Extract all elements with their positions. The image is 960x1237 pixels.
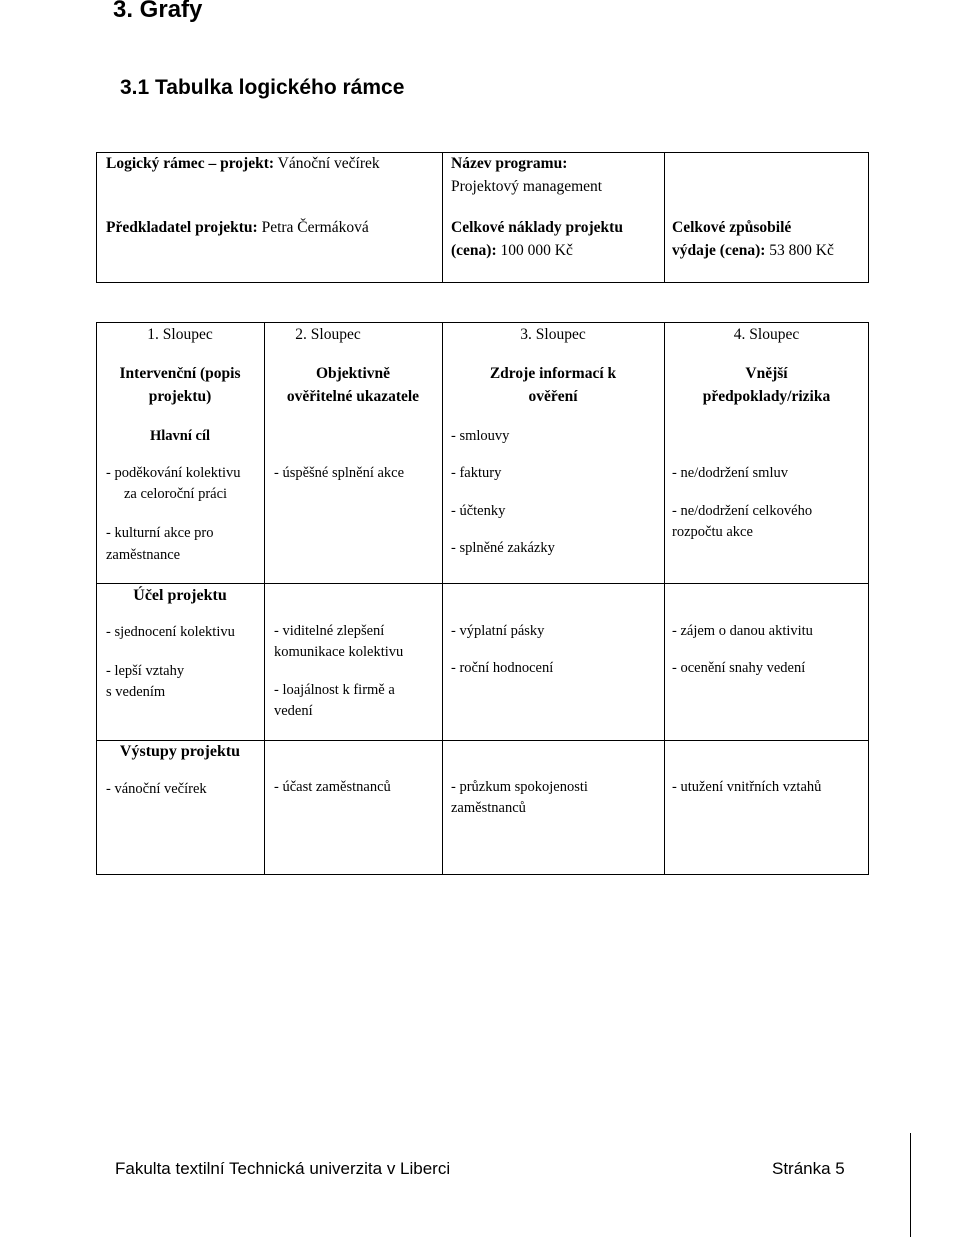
purpose-heading: Účel projektu xyxy=(133,587,227,604)
project-field xyxy=(106,153,380,175)
column-3-title: Zdroje informací k xyxy=(489,365,617,382)
footer-page-number: Stránka 5 xyxy=(772,1159,845,1178)
eligible-label-2: výdaje (cena): xyxy=(672,242,766,259)
section-heading: 3.1 Tabulka logického rámce xyxy=(120,76,405,99)
info-divider-2 xyxy=(664,152,665,283)
info-divider-1 xyxy=(442,152,443,283)
eligible-label: Celkové způsobilé xyxy=(672,219,792,236)
goal-c3-line3: - splněné zakázky xyxy=(451,540,555,556)
page-footer xyxy=(0,1133,960,1237)
goal-c4-line2: - ne/dodržení celkového xyxy=(672,503,813,519)
purpose-c2-line2: komunikace kolektivu xyxy=(274,644,404,660)
submitter-field xyxy=(106,217,369,239)
outputs-c1-line1: - vánoční večírek xyxy=(106,781,207,797)
submitter-value: Petra Čermáková xyxy=(261,219,369,236)
goal-c1-line4: zaměstnance xyxy=(106,547,181,563)
column-2-number: 2. Sloupec xyxy=(295,326,361,343)
program-label: Název programu: xyxy=(451,155,568,172)
outputs-c4-line1: - utužení vnitřních vztahů xyxy=(672,779,822,795)
purpose-c2-line3: - loajálnost k firmě a xyxy=(274,682,395,698)
purpose-c1-line3: s vedením xyxy=(106,684,166,700)
cost-field xyxy=(451,240,573,262)
purpose-c1-line2: - lepší vztahy xyxy=(106,663,185,679)
project-value: Vánoční večírek xyxy=(277,155,380,172)
purpose-c1-line1: - sjednocení kolektivu xyxy=(106,624,235,640)
purpose-c2-line4: vedení xyxy=(274,703,313,719)
column-4-title: Vnější xyxy=(745,365,788,382)
outputs-c3-line2: zaměstnanců xyxy=(451,800,526,816)
column-4-title-2: předpoklady/rizika xyxy=(702,388,831,405)
outputs-c2-line1: - účast zaměstnanců xyxy=(274,779,391,795)
goal-c1-line2: za celoroční práci xyxy=(124,486,228,502)
goal-c3-line1: - faktury xyxy=(451,465,502,481)
footer-divider xyxy=(910,1133,911,1237)
goal-c3-line2: - účtenky xyxy=(451,503,506,519)
cost-value: 100 000 Kč xyxy=(500,242,573,259)
cost-label-2: (cena): xyxy=(451,242,497,259)
purpose-c4-line1: - zájem o danou aktivitu xyxy=(672,623,813,639)
purpose-row-border xyxy=(96,583,869,584)
column-3-number: 3. Sloupec xyxy=(520,326,586,343)
column-4-number: 4. Sloupec xyxy=(733,326,800,343)
cost-label: Celkové náklady projektu xyxy=(451,219,623,236)
column-1-number: 1. Sloupec xyxy=(147,326,213,343)
goal-heading: Hlavní cíl xyxy=(149,428,211,444)
goal-c1-line1: - poděkování kolektivu xyxy=(106,465,241,481)
column-1-title: Intervenční (popis xyxy=(119,365,241,382)
goal-c2-line1: - úspěšné splnění akce xyxy=(274,465,405,481)
submitter-label: Předkladatel projektu: xyxy=(106,219,258,236)
eligible-value: 53 800 Kč xyxy=(769,242,834,259)
goal-c4-line3: rozpočtu akce xyxy=(672,524,753,540)
column-3-title-2: ověření xyxy=(528,388,578,405)
outputs-c3-line1: - průzkum spokojenosti xyxy=(451,779,588,795)
footer-institution: Fakulta textilní Technická univerzita v Liberci xyxy=(115,1159,451,1178)
program-value: Projektový management xyxy=(451,178,603,195)
page-heading: 3. Grafy xyxy=(113,0,203,23)
purpose-c3-line2: - roční hodnocení xyxy=(451,660,554,676)
column-2-title-2: ověřitelné ukazatele xyxy=(286,388,420,405)
outputs-heading: Výstupy projektu xyxy=(119,743,241,760)
goal-c3-line0: - smlouvy xyxy=(451,428,510,444)
eligible-field xyxy=(672,240,834,262)
project-label: Logický rámec – projekt: xyxy=(106,155,275,172)
goal-c4-line1: - ne/dodržení smluv xyxy=(672,465,788,481)
purpose-c2-line1: - viditelné zlepšení xyxy=(274,623,385,639)
goal-c1-line3: - kulturní akce pro xyxy=(106,525,214,541)
purpose-c4-line2: - ocenění snahy vedení xyxy=(672,660,806,676)
column-1-title-2: projektu) xyxy=(148,388,212,405)
column-2-title: Objektivně xyxy=(315,365,391,382)
purpose-c3-line1: - výplatní pásky xyxy=(451,623,545,639)
